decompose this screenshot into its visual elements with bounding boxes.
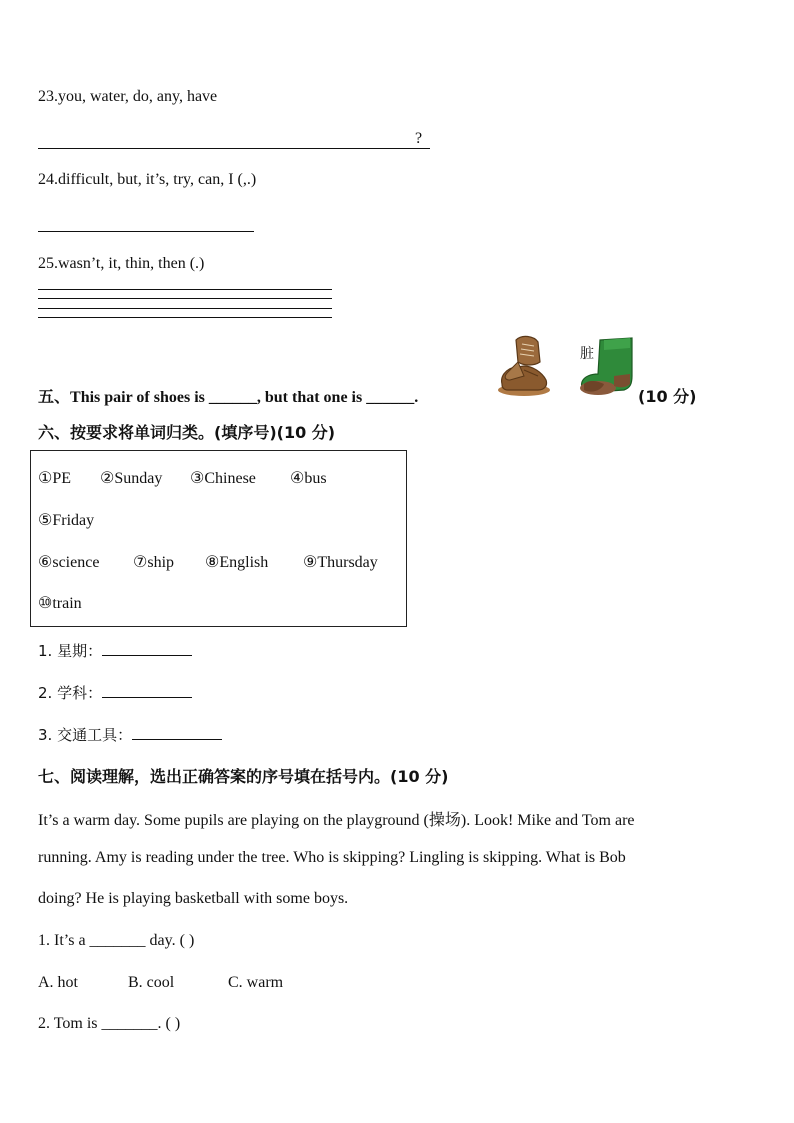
section5-text-b: , but that one is xyxy=(256,389,367,406)
word-option-4: ④bus xyxy=(290,470,327,487)
reading-question-1: 1. It’s a _______ day. ( ) xyxy=(38,932,195,949)
category-transport-blank[interactable] xyxy=(132,725,222,740)
section5-blank-1[interactable]: ______ xyxy=(208,389,257,406)
section5-score: (10 分) xyxy=(638,387,697,406)
category-transport: 3. 交通工具： xyxy=(38,724,222,745)
word-option-10: ⑩train xyxy=(38,595,82,612)
reading-question-2-blank[interactable]: _______ xyxy=(101,1015,158,1032)
reading-q1-option-a: A. hot xyxy=(38,974,78,991)
category-weekdays-blank[interactable] xyxy=(102,641,192,656)
passage-line-2: running. Amy is reading under the tree. Who is skipping? Lingling is skipping. What is Bob xyxy=(38,849,626,866)
reading-q1-option-b: B. cool xyxy=(128,974,175,991)
q24-prompt xyxy=(38,171,256,189)
q23-question-mark: ? xyxy=(415,130,423,147)
q24-words: difficult, but, it’s, try, can, I (,.) xyxy=(58,171,257,188)
section6-heading: 六、按要求将单词归类。(填序号)(10 分) xyxy=(38,423,336,442)
passage-line-3: doing? He is playing basketball with some boys. xyxy=(38,890,349,907)
q23-words: you, water, do, any, have xyxy=(58,88,218,105)
word-option-8: ⑧English xyxy=(205,554,269,571)
q25-number: 25. xyxy=(38,255,58,272)
q24-number: 24. xyxy=(38,171,58,188)
q25-words: wasn’t, it, thin, then (.) xyxy=(58,255,205,272)
q25-answer-line-2[interactable] xyxy=(38,298,332,299)
word-option-6: ⑥science xyxy=(38,554,100,571)
section7-heading: 七、阅读理解，选出正确答案的序号填在括号内。(10 分) xyxy=(38,767,449,786)
q23-prompt xyxy=(38,88,217,106)
q25-answer-line-3[interactable] xyxy=(38,308,332,309)
passage-line-1: It’s a warm day. Some pupils are playing on the playground (操场). Look! Mike and Tom are xyxy=(38,812,635,829)
section5-text-c: . xyxy=(414,389,419,406)
section5-text-a: This pair of shoes is xyxy=(70,389,209,406)
category-subjects-blank[interactable] xyxy=(102,683,192,698)
q25-answer-line-4[interactable] xyxy=(38,317,332,318)
word-option-7: ⑦ship xyxy=(133,554,175,571)
category-weekdays: 1. 星期： xyxy=(38,640,192,661)
reading-question-2: 2. Tom is _______. ( ) xyxy=(38,1015,181,1032)
boot-dirty-label: 脏 xyxy=(580,346,594,362)
category-subjects: 2. 学科： xyxy=(38,682,192,703)
green-boots-picture xyxy=(574,336,636,398)
word-option-3: ③Chinese xyxy=(190,470,256,487)
brown-shoes-picture xyxy=(494,332,552,398)
word-option-9: ⑨Thursday xyxy=(303,554,378,571)
reading-q1-option-c: C. warm xyxy=(228,974,284,991)
word-option-2: ②Sunday xyxy=(100,470,163,487)
q24-answer-line[interactable] xyxy=(38,231,254,232)
q25-prompt xyxy=(38,255,204,273)
q23-number: 23. xyxy=(38,88,58,105)
word-option-1: ①PE xyxy=(38,470,72,487)
section5-heading: 五、 xyxy=(38,387,71,406)
q25-answer-line-1[interactable] xyxy=(38,289,332,290)
word-option-5: ⑤Friday xyxy=(38,512,95,529)
section5-blank-2[interactable]: ______ xyxy=(366,389,415,406)
reading-question-1-blank[interactable]: _______ xyxy=(89,932,146,949)
q23-answer-line[interactable] xyxy=(38,148,430,149)
section5-prompt xyxy=(38,384,418,407)
